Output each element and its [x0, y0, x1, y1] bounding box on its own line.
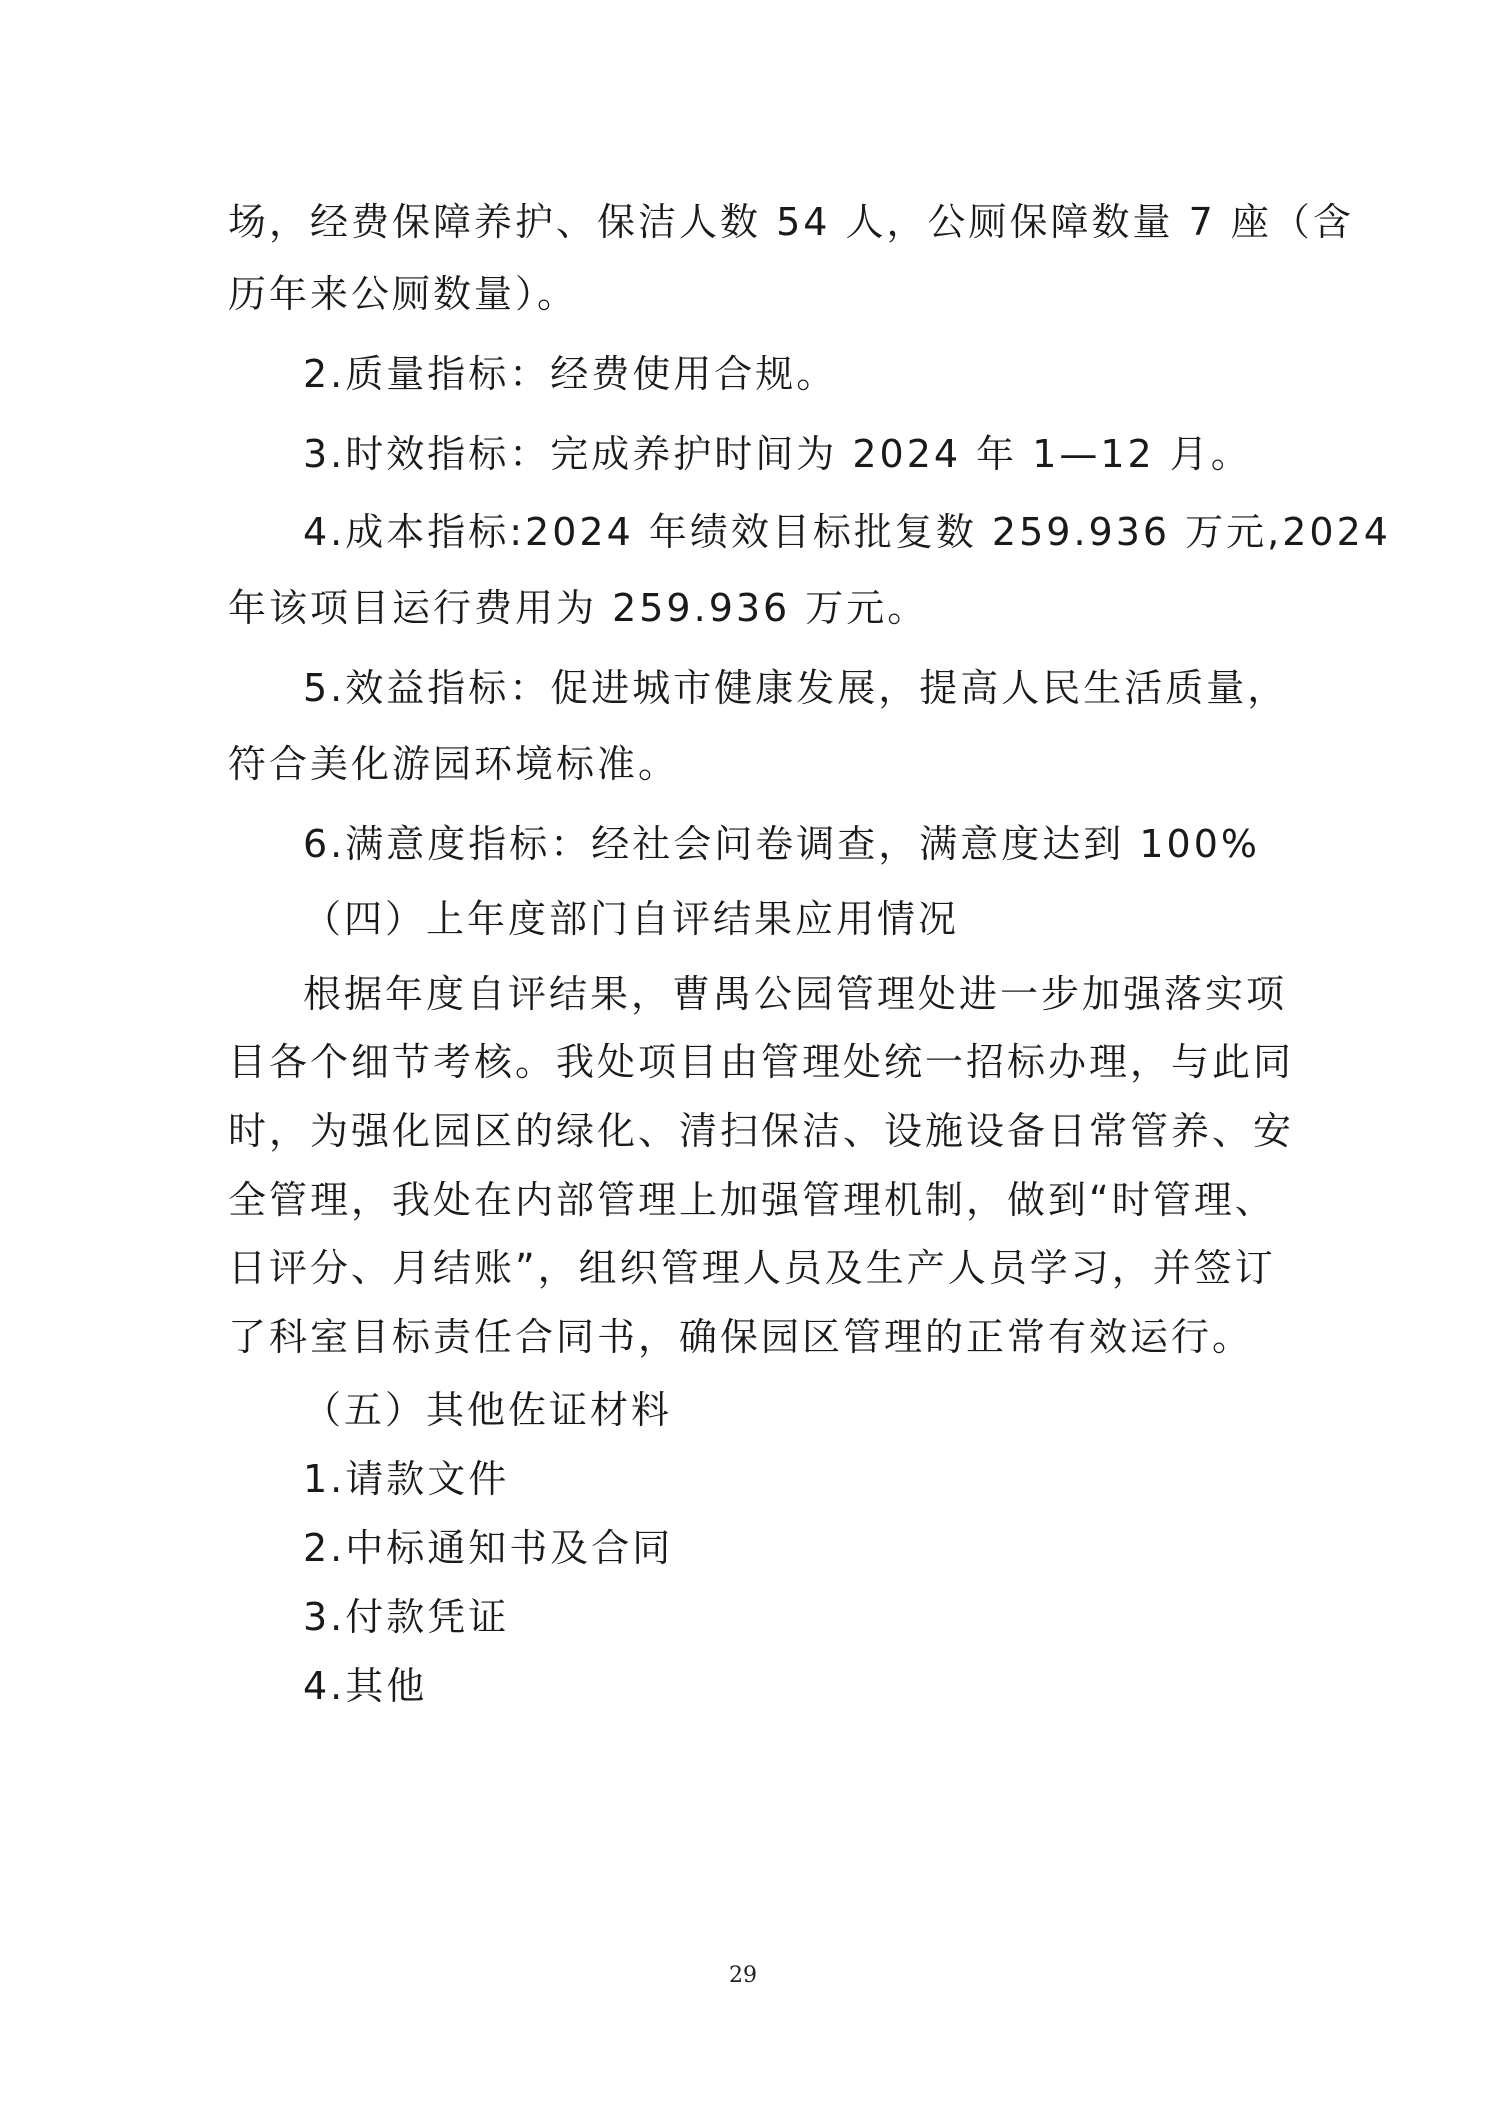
section-heading: （四）上年度部门自评结果应用情况	[303, 897, 960, 941]
paragraph-line: 历年来公厕数量）。	[228, 272, 579, 316]
paragraph-line: 了科室目标责任合同书，确保园区管理的正常有效运行。	[228, 1315, 1254, 1359]
section-heading: （五）其他佐证材料	[303, 1388, 673, 1432]
list-item: 3.时效指标：完成养护时间为 2024 年 1—12 月。	[303, 432, 1252, 476]
list-item: 1.请款文件	[303, 1457, 510, 1501]
list-item: 4.其他	[303, 1664, 428, 1708]
list-item: 4.成本指标:2024 年绩效目标批复数 259.936 万元,2024	[303, 510, 1391, 554]
list-item: 2.质量指标：经费使用合规。	[303, 352, 838, 396]
list-item: 6.满意度指标：经社会问卷调查，满意度达到 100%	[303, 822, 1260, 866]
paragraph-line: 目各个细节考核。我处项目由管理处统一招标办理，与此同	[228, 1040, 1295, 1084]
list-item: 5.效益指标：促进城市健康发展，提高人民生活质量，	[303, 666, 1289, 710]
paragraph-line: 日评分、月结账”，组织管理人员及生产人员学习，并签订	[228, 1246, 1276, 1290]
list-item: 2.中标通知书及合同	[303, 1526, 674, 1570]
paragraph-line: 年该项目运行费用为 259.936 万元。	[228, 586, 929, 630]
paragraph-line: 时，为强化园区的绿化、清扫保洁、设施设备日常管养、安	[228, 1109, 1295, 1153]
paragraph-line: 符合美化游园环境标准。	[228, 742, 680, 786]
paragraph-line: 根据年度自评结果，曹禺公园管理处进一步加强落实项	[303, 972, 1288, 1016]
list-item: 3.付款凭证	[303, 1595, 510, 1639]
page-number: 29	[729, 1963, 757, 1988]
paragraph-line: 场，经费保障养护、保洁人数 54 人，公厕保障数量 7 座（含	[228, 200, 1354, 244]
paragraph-line: 全管理，我处在内部管理上加强管理机制，做到“时管理、	[228, 1178, 1276, 1222]
